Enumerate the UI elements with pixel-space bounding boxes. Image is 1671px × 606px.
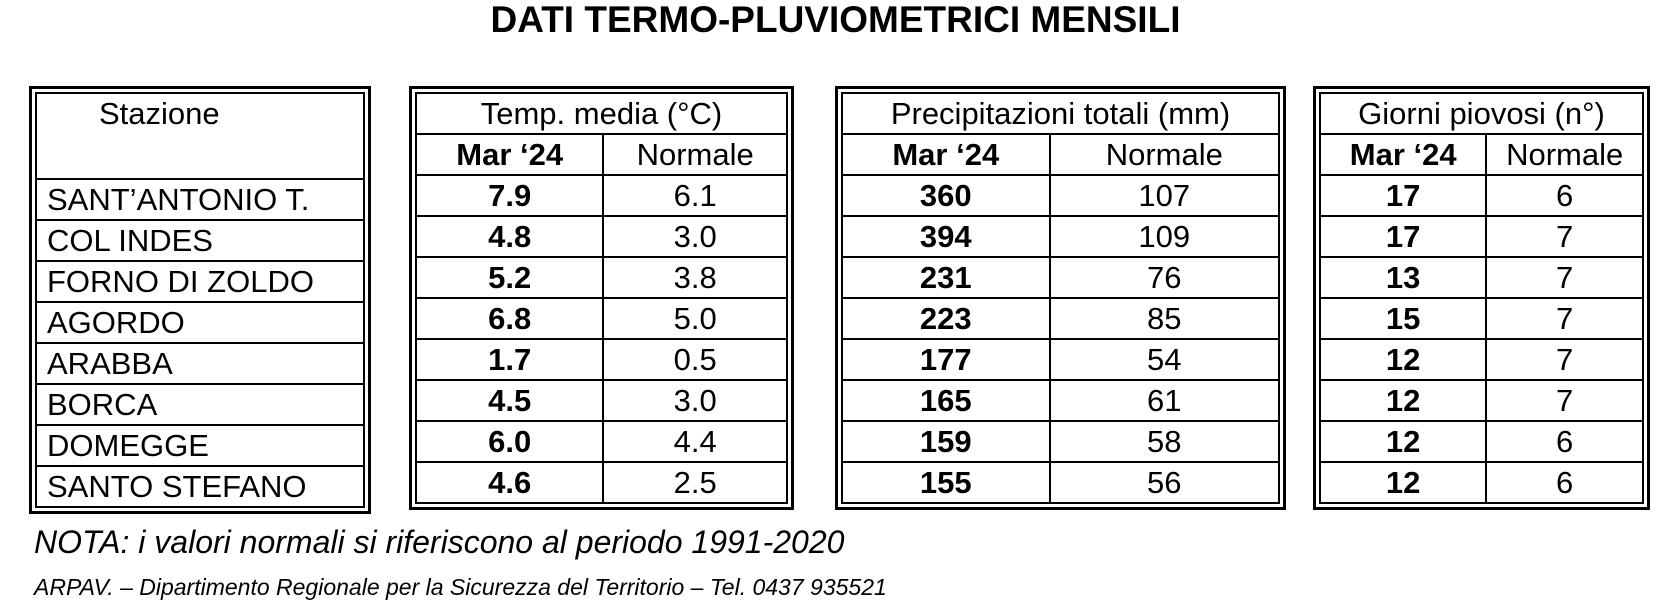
- table-row: [842, 421, 1279, 462]
- temp-current: 7.9: [416, 175, 603, 216]
- table-row: [416, 175, 787, 216]
- precipitation-header: Precipitazioni totali (mm): [842, 93, 1279, 134]
- precip-current: 159: [842, 421, 1050, 462]
- table-row: [36, 466, 364, 507]
- table-row: [1320, 298, 1643, 339]
- precipitation-table: [835, 86, 1286, 510]
- precip-current: 177: [842, 339, 1050, 380]
- rain-days-header: Giorni piovosi (n°): [1320, 93, 1643, 134]
- table-row: [36, 220, 364, 261]
- precip-normal: 107: [1050, 175, 1279, 216]
- precip-normal: 61: [1050, 380, 1279, 421]
- rain-days-normal: 7: [1486, 257, 1643, 298]
- table-row: [416, 216, 787, 257]
- rain-days-normal: 6: [1486, 421, 1643, 462]
- precip-current: 223: [842, 298, 1050, 339]
- note-text: NOTA: i valori normali si riferiscono al periodo 1991-2020: [34, 524, 845, 560]
- rain-days-normal: 7: [1486, 380, 1643, 421]
- precip-normal: 85: [1050, 298, 1279, 339]
- column-header-current: Mar ‘24: [842, 134, 1050, 175]
- table-row: [1320, 216, 1643, 257]
- temperature-table: [409, 86, 794, 510]
- rain-days-normal: 7: [1486, 339, 1643, 380]
- rain-days-normal: 7: [1486, 298, 1643, 339]
- rain-days-current: 12: [1320, 462, 1486, 503]
- station-name: FORNO DI ZOLDO: [36, 261, 364, 302]
- table-row: [416, 298, 787, 339]
- temp-normal: 2.5: [603, 462, 787, 503]
- precip-current: 231: [842, 257, 1050, 298]
- precip-current: 165: [842, 380, 1050, 421]
- temp-normal: 0.5: [603, 339, 787, 380]
- table-row: [416, 421, 787, 462]
- station-name: DOMEGGE: [36, 425, 364, 466]
- table-row: [842, 298, 1279, 339]
- table-row: [416, 339, 787, 380]
- column-header-normal: Normale: [603, 134, 787, 175]
- table-row: [416, 257, 787, 298]
- temp-normal: 3.0: [603, 216, 787, 257]
- table-row: [842, 380, 1279, 421]
- table-row: [36, 384, 364, 425]
- table-row: [36, 179, 364, 220]
- temp-current: 4.5: [416, 380, 603, 421]
- precip-current: 155: [842, 462, 1050, 503]
- column-header-current: Mar ‘24: [416, 134, 603, 175]
- station-name: AGORDO: [36, 302, 364, 343]
- precip-normal: 58: [1050, 421, 1279, 462]
- temp-current: 6.0: [416, 421, 603, 462]
- station-grid: [35, 92, 365, 508]
- table-row: [842, 339, 1279, 380]
- table-row: [1320, 257, 1643, 298]
- column-header-current: Mar ‘24: [1320, 134, 1486, 175]
- temp-normal: 5.0: [603, 298, 787, 339]
- rain-days-normal: 7: [1486, 216, 1643, 257]
- temp-normal: 3.8: [603, 257, 787, 298]
- rain-days-current: 15: [1320, 298, 1486, 339]
- temperature-header: Temp. media (°C): [416, 93, 787, 134]
- table-row: [842, 257, 1279, 298]
- table-row: [1320, 462, 1643, 503]
- rain-days-normal: 6: [1486, 462, 1643, 503]
- temp-current: 4.6: [416, 462, 603, 503]
- precip-normal: 109: [1050, 216, 1279, 257]
- station-header-row: [36, 93, 364, 179]
- table-row: [842, 175, 1279, 216]
- footer-text: ARPAV. – Dipartimento Regionale per la Sicurezza del Territorio – Tel. 0437 935521: [34, 574, 887, 600]
- column-header-normal: Normale: [1050, 134, 1279, 175]
- table-row: [36, 425, 364, 466]
- rain-days-current: 12: [1320, 339, 1486, 380]
- rain-days-current: 17: [1320, 175, 1486, 216]
- station-name: SANTO STEFANO: [36, 466, 364, 507]
- temp-normal: 4.4: [603, 421, 787, 462]
- table-row: [416, 462, 787, 503]
- temp-normal: 3.0: [603, 380, 787, 421]
- precip-current: 360: [842, 175, 1050, 216]
- rain-days-normal: 6: [1486, 175, 1643, 216]
- table-row: [1320, 421, 1643, 462]
- table-row: [36, 302, 364, 343]
- table-row: [416, 380, 787, 421]
- table-row: [1320, 175, 1643, 216]
- temp-current: 6.8: [416, 298, 603, 339]
- rain-days-grid: [1319, 92, 1644, 504]
- rain-days-current: 12: [1320, 380, 1486, 421]
- temp-current: 1.7: [416, 339, 603, 380]
- table-row: [842, 216, 1279, 257]
- rain-days-current: 13: [1320, 257, 1486, 298]
- precip-current: 394: [842, 216, 1050, 257]
- temperature-grid: [415, 92, 788, 504]
- station-name: COL INDES: [36, 220, 364, 261]
- precip-normal: 54: [1050, 339, 1279, 380]
- column-header-normal: Normale: [1486, 134, 1643, 175]
- table-row: [842, 462, 1279, 503]
- precip-normal: 56: [1050, 462, 1279, 503]
- station-table: [29, 86, 371, 514]
- station-name: ARABBA: [36, 343, 364, 384]
- station-name: SANT’ANTONIO T.: [36, 179, 364, 220]
- table-row: [36, 343, 364, 384]
- page-title: DATI TERMO-PLUVIOMETRICI MENSILI: [490, 0, 1181, 40]
- temp-current: 4.8: [416, 216, 603, 257]
- precipitation-grid: [841, 92, 1280, 504]
- table-row: [36, 261, 364, 302]
- temp-normal: 6.1: [603, 175, 787, 216]
- station-name: BORCA: [36, 384, 364, 425]
- table-row: [1320, 339, 1643, 380]
- station-header: Stazione: [36, 93, 364, 179]
- rain-days-current: 12: [1320, 421, 1486, 462]
- precip-normal: 76: [1050, 257, 1279, 298]
- temp-current: 5.2: [416, 257, 603, 298]
- rain-days-current: 17: [1320, 216, 1486, 257]
- rain-days-table: [1313, 86, 1650, 510]
- table-row: [1320, 380, 1643, 421]
